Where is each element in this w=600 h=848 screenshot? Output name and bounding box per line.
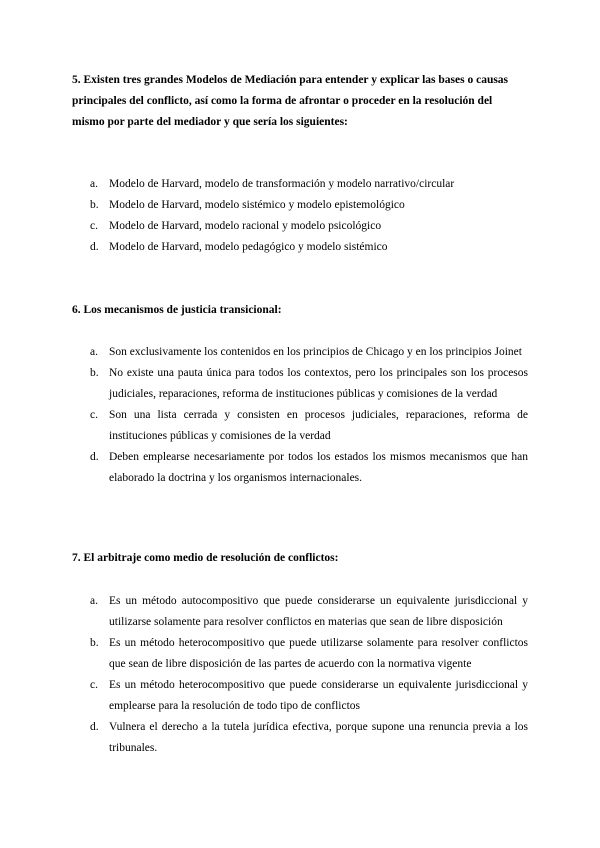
question-7-title (72, 548, 528, 569)
question-6-options (0, 342, 600, 489)
option-text: Modelo de Harvard, modelo pedagógico y modelo sistémico (109, 241, 388, 253)
option-letter: b. (90, 199, 99, 211)
option-letter: b. (90, 637, 99, 649)
option-b[interactable] (0, 363, 528, 405)
question-title-line: mismo por parte del mediador y que sería los siguientes: (72, 116, 348, 128)
question-5-title (72, 70, 528, 133)
option-text: Vulnera el derecho a la tutela jurídica efectiva, porque supone una renuncia previa a los tribunales. (109, 721, 528, 754)
option-text: Deben emplearse necesariamente por todos los estados los mismos mecanismos que han elaborado la doctrina y los organismos internacionales. (109, 451, 528, 484)
option-letter: c. (90, 220, 98, 232)
option-text: Son una lista cerrada y consisten en procesos judiciales, reparaciones, reforma de instituciones públicas y comisiones de la verdad (109, 409, 528, 442)
option-b[interactable] (0, 633, 528, 675)
option-text: Son exclusivamente los contenidos en los principios de Chicago y en los principios Joinet (109, 346, 522, 358)
option-letter: c. (90, 679, 98, 691)
option-d[interactable] (0, 447, 528, 489)
option-letter: a. (90, 178, 98, 190)
question-6-title (72, 300, 528, 321)
question-5-options (0, 174, 600, 258)
question-title-line: 5. Existen tres grandes Modelos de Mediación para entender y explicar las bases o causas (72, 74, 509, 86)
question-title-line: 6. Los mecanismos de justicia transicional: (72, 304, 282, 316)
option-letter: c. (90, 409, 98, 421)
option-a[interactable] (0, 174, 528, 195)
option-b[interactable] (0, 195, 528, 216)
question-title-line: 7. El arbitraje como medio de resolución de conflictos: (72, 552, 339, 564)
question-7-options (0, 591, 600, 759)
option-d[interactable] (0, 237, 528, 258)
option-letter: a. (90, 346, 98, 358)
option-c[interactable] (0, 675, 528, 717)
option-text: Es un método heterocompositivo que puede utilizarse solamente para resolver conflictos que sean de libre disposición de las partes de acuerdo con la normativa vigente (109, 637, 528, 670)
option-d[interactable] (0, 717, 528, 759)
option-a[interactable] (0, 342, 528, 363)
option-text: Es un método heterocompositivo que puede considerarse un equivalente jurisdiccional y emplearse para la resolución de todo tipo de conflictos (109, 679, 528, 712)
option-c[interactable] (0, 405, 528, 447)
question-title-line: principales del conflicto, así como la forma de afrontar o proceder en la resolución del (72, 95, 493, 107)
option-letter: b. (90, 367, 99, 379)
option-c[interactable] (0, 216, 528, 237)
option-letter: d. (90, 241, 99, 253)
option-a[interactable] (0, 591, 528, 633)
option-text: Modelo de Harvard, modelo sistémico y modelo epistemológico (109, 199, 405, 211)
option-letter: d. (90, 451, 99, 463)
option-text: Es un método autocompositivo que puede considerarse un equivalente jurisdiccional y utilizarse solamente para resolver conflictos en materias que sean de libre disposición (109, 595, 528, 628)
option-text: Modelo de Harvard, modelo racional y modelo psicológico (109, 220, 382, 232)
option-letter: d. (90, 721, 99, 733)
option-text: No existe una pauta única para todos los contextos, pero los principales son los procesos judiciales, reparaciones, reforma de instituciones públicas y comisiones de la verdad (109, 367, 528, 400)
option-text: Modelo de Harvard, modelo de transformación y modelo narrativo/circular (109, 178, 455, 190)
option-letter: a. (90, 595, 98, 607)
